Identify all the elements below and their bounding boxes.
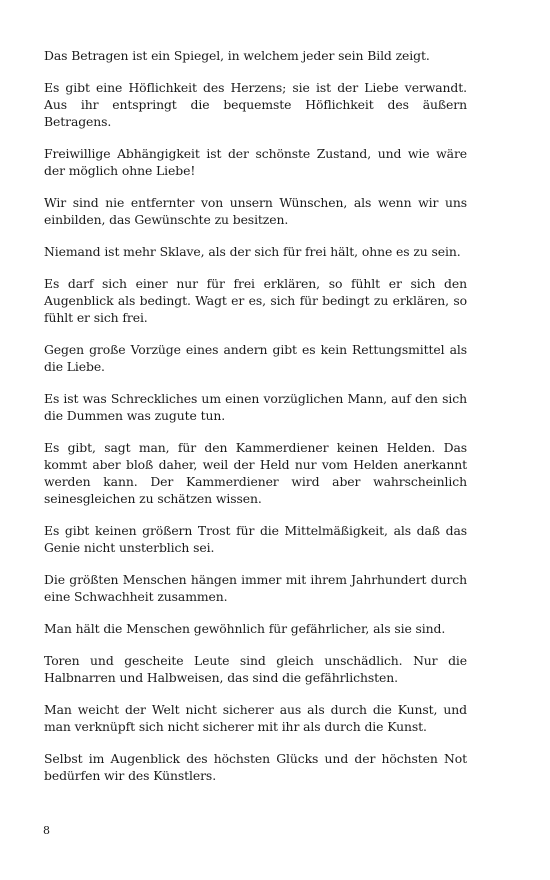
page-body <box>44 47 467 799</box>
page-number: 8 <box>43 824 50 837</box>
aphorism-paragraph: Gegen große Vorzüge eines andern gibt es kein Rettungsmittel als die Liebe. <box>44 342 467 374</box>
aphorism-paragraph: Toren und gescheite Leute sind gleich unschädlich. Nur die Halbnarren und Halbweisen, das sind die gefährlichsten. <box>44 653 467 685</box>
aphorism-paragraph: Niemand ist mehr Sklave, als der sich für frei hält, ohne es zu sein. <box>44 244 461 259</box>
aphorism-paragraph: Die größten Menschen hängen immer mit ihrem Jahrhundert durch eine Schwachheit zusammen. <box>44 572 467 604</box>
aphorism-paragraph: Man hält die Menschen gewöhnlich für gefährlicher, als sie sind. <box>44 621 446 636</box>
aphorism-paragraph: Es gibt eine Höflichkeit des Herzens; sie ist der Liebe verwandt. Aus ihr entspringt die bequemste Höflichkeit des äußern Betragens. <box>44 80 467 129</box>
aphorism-paragraph: Das Betragen ist ein Spiegel, in welchem jeder sein Bild zeigt. <box>44 48 430 63</box>
aphorism-paragraph: Man weicht der Welt nicht sicherer aus als durch die Kunst, und man verknüpft sich nicht sicherer mit ihr als durch die Kunst. <box>44 702 467 734</box>
aphorism-paragraph: Es darf sich einer nur für frei erklären, so fühlt er sich den Augenblick als bedingt. Wagt er es, sich für bedingt zu erklären, so fühlt er sich frei. <box>44 276 467 325</box>
aphorism-paragraph: Wir sind nie entfernter von unsern Wünschen, als wenn wir uns einbilden, das Gewünschte zu besitzen. <box>44 195 467 227</box>
aphorism-paragraph: Freiwillige Abhängigkeit ist der schönste Zustand, und wie wäre der möglich ohne Liebe! <box>44 146 467 178</box>
aphorism-paragraph: Es gibt keinen größern Trost für die Mittelmäßigkeit, als daß das Genie nicht unsterblich sei. <box>44 523 467 555</box>
aphorism-paragraph: Es ist was Schreckliches um einen vorzüglichen Mann, auf den sich die Dummen was zugute tun. <box>44 391 467 423</box>
aphorism-paragraph: Selbst im Augenblick des höchsten Glücks und der höchsten Not bedürfen wir des Künstlers. <box>44 751 467 783</box>
aphorism-paragraph: Es gibt, sagt man, für den Kammerdiener keinen Helden. Das kommt aber bloß daher, weil der Held nur vom Helden anerkannt werden kann. Der Kammerdiener wird aber wahrscheinlich seinesgleichen zu schätzen wissen. <box>44 440 467 506</box>
